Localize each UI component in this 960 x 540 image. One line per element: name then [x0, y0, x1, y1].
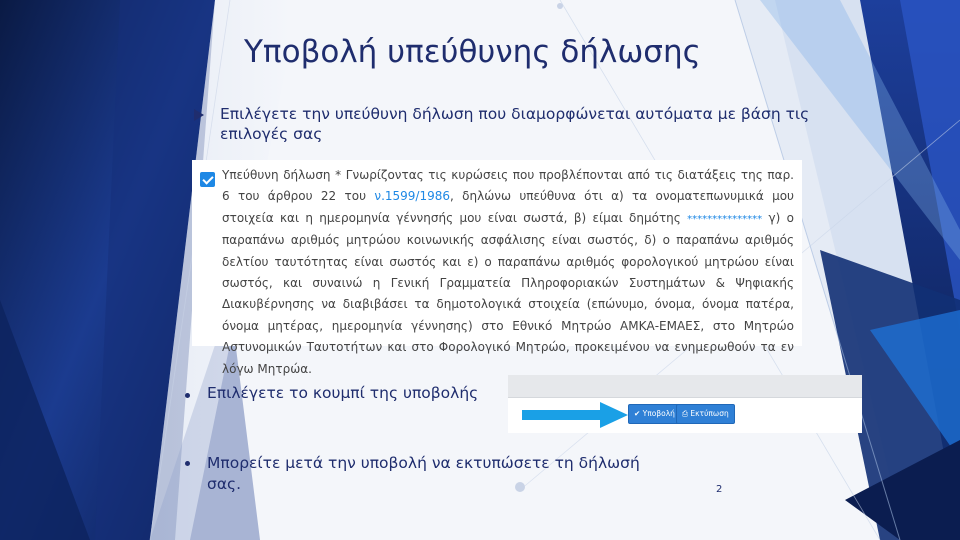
print-label: Εκτύπωση: [690, 409, 729, 418]
law-link[interactable]: ν.1599/1986: [374, 189, 450, 204]
declaration-text-part1: Υπεύθυνη δήλωση * Γνωρίζοντας τις κυρώσεις που προβλέπονται από τις διατάξεις της παρ. 6 του άρθρου 22 του: [222, 168, 794, 204]
declaration-screenshot: [192, 160, 802, 376]
declaration-checkbox[interactable]: [200, 172, 215, 187]
toolbar-strip: [508, 375, 862, 398]
bullet-print-after: Μπορείτε μετά την υποβολή να εκτυπώσετε τη δήλωσή σας.: [207, 454, 640, 493]
slide-title: Υποβολή υπεύθυνης δήλωσης: [244, 34, 701, 70]
submit-button[interactable]: [628, 404, 681, 424]
bullet-submit-button: Επιλέγετε το κουμπί της υποβολής: [207, 384, 479, 402]
print-button[interactable]: [676, 404, 735, 424]
bullet-dot-icon: [185, 461, 190, 466]
printer-icon: ⎙: [682, 409, 691, 418]
check-icon: ✔: [634, 409, 643, 418]
masked-municipality: ***************: [687, 213, 763, 225]
bullet-text: Επιλέγετε την υπεύθυνη δήλωση που διαμορφώνεται αυτόματα με βάση τις επιλογές σας: [220, 105, 810, 143]
declaration-text-part3: γ) ο παραπάνω αριθμός μητρώου κοινωνικής ασφάλισης είναι σωστός, δ) ο παραπάνω αριθμός δελτίου ταυτότητας είναι σωστός και ε) ο παραπάνω αριθμός φορολογικού μητρώου είναι σωστός, και συναινώ η Γενική Γραμματεία Πληροφοριακών Συστημάτων & Ψηφιακής Διακυβέρνησης να διαβιβάσει τα δημοτολογικά στοιχεία (επώνυμο, όνομα, όνομα πατέρα, όνομα μητέρας, ημερομηνία γέννησης) στο Εθνικό Μητρώο ΑΜΚΑ-ΕΜΑΕΣ, στο Μητρώο Αστυνομικών Ταυτοτήτων και στο Φορολογικό Μητρώο, προκειμένου να ενημερωθούν τα εν λόγω Μητρώα.: [222, 210, 794, 376]
page-number: 2: [716, 484, 723, 495]
declaration-text-part2: , δηλώνω υπεύθυνα ότι α) τα ονοματεπωνυμικά μου στοιχεία και η ημερομηνία γέννησής μου είναι σωστά, β) είμαι δημότης: [222, 189, 794, 225]
buttons-screenshot: [508, 375, 862, 433]
declaration-text: [222, 165, 794, 380]
submit-label: Υποβολή: [642, 409, 675, 418]
bullet-dot-icon: [185, 393, 190, 398]
pointing-arrow-icon: [522, 402, 630, 428]
arrow-bullet-icon: [194, 109, 204, 121]
